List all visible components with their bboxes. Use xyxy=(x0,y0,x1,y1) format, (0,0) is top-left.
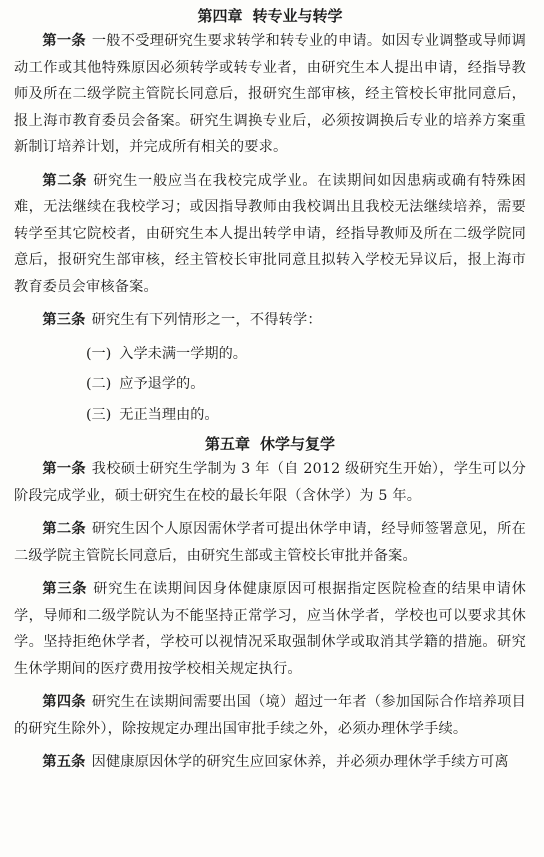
chapter-5-article-1 xyxy=(14,456,526,509)
article-text: 因健康原因休学的研究生应回家休养，并必须办理休学手续方可离 xyxy=(91,754,509,770)
list-item xyxy=(14,371,526,398)
article-label: 第三条 xyxy=(42,581,88,597)
article-text: 研究生因个人原因需休学者可提出休学申请，经导师签署意见，所在二级学院主管院长同意后，由研究生部或主管校长审批并备案。 xyxy=(14,521,526,564)
article-text: 研究生一般应当在我校完成学业。在读期间如因患病或确有特殊困难，无法继续在我校学习；或因指导教师由我校调出且我校无法继续培养，需要转学至其它院校者，由研究生本人提出转学申请，经指导教师及所在二级学院同意后，报研究生部审核，经主管校长审批同意且拟转入学校无异议后，报上海市教育委员会审核备案。 xyxy=(14,172,526,295)
article-text: 研究生在读期间因身体健康原因可根据指定医院检查的结果申请休学，导师和二级学院认为不能坚持正常学习，应当休学者，学校也可以要求其休学。坚持拒绝休学者，学校可以视情况采取强制休学或取消其学籍的措施。研究生休学期间的医疗费用按学校相关规定执行。 xyxy=(14,581,526,677)
chapter-4-title xyxy=(14,4,526,28)
chapter-5-title xyxy=(14,432,526,456)
chapter-4-article-1 xyxy=(14,28,526,161)
chapter-5-number: 第五章 xyxy=(204,435,250,453)
article-label: 第四条 xyxy=(42,694,86,710)
chapter-4-number: 第四章 xyxy=(197,7,243,25)
article-label: 第一条 xyxy=(42,33,86,49)
chapter-4-heading: 转专业与转学 xyxy=(252,7,343,25)
chapter-5-heading: 休学与复学 xyxy=(260,435,336,453)
chapter-4-article-3 xyxy=(14,307,526,334)
article-text: 研究生有下列情形之一，不得转学： xyxy=(91,312,322,328)
article-label: 第一条 xyxy=(42,461,86,477)
article-label: 第二条 xyxy=(42,521,86,537)
list-item xyxy=(14,341,526,368)
list-item-text: 无正当理由的。 xyxy=(119,406,219,423)
chapter-5-article-3 xyxy=(14,576,526,682)
list-item xyxy=(14,402,526,429)
list-item-number: (三) xyxy=(86,406,112,423)
article-label: 第二条 xyxy=(42,172,88,189)
list-item-text: 应予退学的。 xyxy=(119,376,205,392)
chapter-5-article-5 xyxy=(14,749,526,776)
list-item-number: (一) xyxy=(86,345,112,362)
list-item-number: (二) xyxy=(86,376,112,392)
article-label: 第五条 xyxy=(42,754,86,770)
chapter-4-article-2 xyxy=(14,168,526,301)
article-text: 一般不受理研究生要求转学和转专业的申请。如因专业调整或导师调动工作或其他特殊原因必须转学或转专业者，由研究生本人提出申请，经指导教师及所在二级学院主管院长同意后，报研究生部审核，经主管校长审批同意后，报上海市教育委员会备案。研究生调换专业后，必须按调换后专业的培养方案重新制订培养计划，并完成所有相关的要求。 xyxy=(14,33,526,155)
chapter-5-article-2 xyxy=(14,516,526,569)
article-text: 研究生在读期间需要出国（境）超过一年者（参加国际合作培养项目的研究生除外），除按规定办理出国审批手续之外，必须办理休学手续。 xyxy=(14,694,526,737)
article-label: 第三条 xyxy=(42,312,86,328)
chapter-5-article-4 xyxy=(14,689,526,742)
article-text: 我校硕士研究生学制为 3 年（自 2012 级研究生开始），学生可以分阶段完成学业，硕士研究生在校的最长年限（含休学）为 5 年。 xyxy=(14,461,526,504)
list-item-text: 入学未满一学期的。 xyxy=(119,345,247,362)
